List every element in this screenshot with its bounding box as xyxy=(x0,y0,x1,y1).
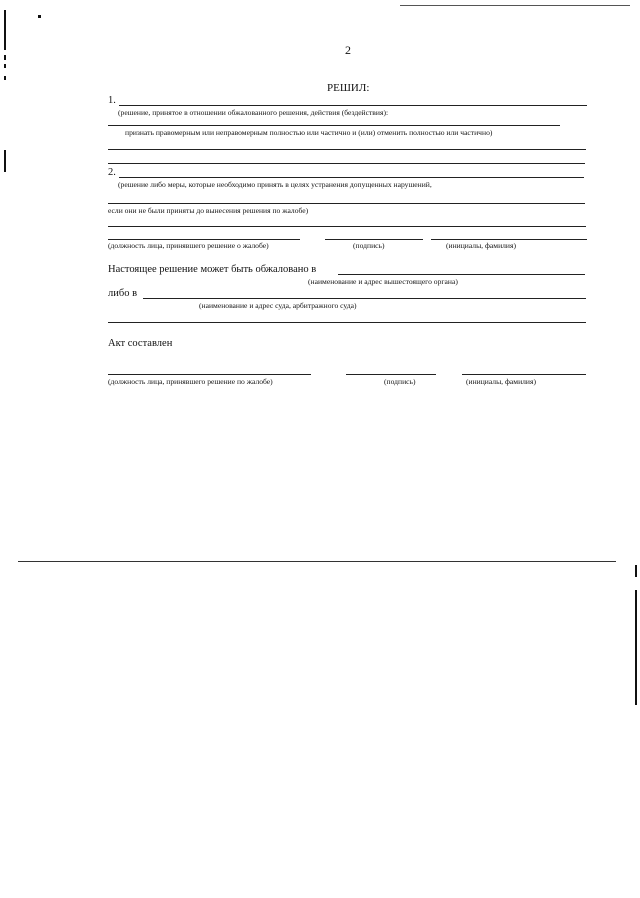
scan-mark xyxy=(400,5,630,6)
section-heading: РЕШИЛ: xyxy=(327,82,370,94)
scan-mark xyxy=(635,590,637,705)
signature1-position-caption: (должность лица, принявшего решение о жалобе) xyxy=(108,241,269,250)
item1-number: 1. xyxy=(108,95,116,106)
scan-mark xyxy=(4,55,6,60)
scan-mark xyxy=(635,565,637,577)
scan-mark xyxy=(4,150,6,172)
appeal-court-caption: (наименование и адрес суда, арбитражного суда) xyxy=(199,301,357,310)
scan-mark xyxy=(4,76,6,80)
scan-fold-line xyxy=(18,561,616,562)
scan-mark xyxy=(4,10,6,50)
act-title: Акт составлен xyxy=(108,338,173,349)
item2-fill-line-2 xyxy=(108,203,585,204)
signature1-position-line xyxy=(108,239,300,240)
item1-fill-line-4 xyxy=(108,163,585,164)
item2-number: 2. xyxy=(108,167,116,178)
appeal-court-line-2 xyxy=(108,322,586,323)
appeal-authority-caption: (наименование и адрес вышестоящего органа) xyxy=(308,277,458,286)
item1-options: признать правомерным или неправомерным полностью или частично и (или) отменить полностью или частично) xyxy=(125,128,493,137)
item2-caption-line2: если они не были приняты до вынесения решения по жалобе) xyxy=(108,206,309,215)
appeal-or-text: либо в xyxy=(108,288,138,299)
signature1-signature-caption: (подпись) xyxy=(353,241,385,250)
act-signature-caption: (подпись) xyxy=(384,377,416,386)
act-signature-line xyxy=(346,374,436,375)
item1-caption: (решение, принятое в отношении обжалованного решения, действия (бездействия): xyxy=(118,108,389,117)
act-name-line xyxy=(462,374,586,375)
act-name-caption: (инициалы, фамилия) xyxy=(466,377,537,386)
item2-caption-line1: (решение либо меры, которые необходимо принять в целях устранения допущенных нарушений, xyxy=(118,180,432,189)
signature1-name-line xyxy=(431,239,587,240)
item1-fill-line xyxy=(119,105,587,106)
act-position-caption: (должность лица, принявшего решение по жалобе) xyxy=(108,377,273,386)
appeal-text: Настоящее решение может быть обжаловано в xyxy=(108,264,317,275)
appeal-authority-line xyxy=(338,274,585,275)
item1-fill-line-3 xyxy=(108,149,586,150)
scan-mark xyxy=(4,64,6,68)
page-number: 2 xyxy=(345,43,351,57)
item1-fill-line-2 xyxy=(108,125,560,126)
signature1-signature-line xyxy=(325,239,423,240)
act-position-line xyxy=(108,374,311,375)
appeal-court-line xyxy=(143,298,586,299)
signature1-name-caption: (инициалы, фамилия) xyxy=(446,241,517,250)
scan-mark xyxy=(38,15,41,18)
item2-fill-line-3 xyxy=(108,226,586,227)
item2-fill-line xyxy=(119,177,584,178)
